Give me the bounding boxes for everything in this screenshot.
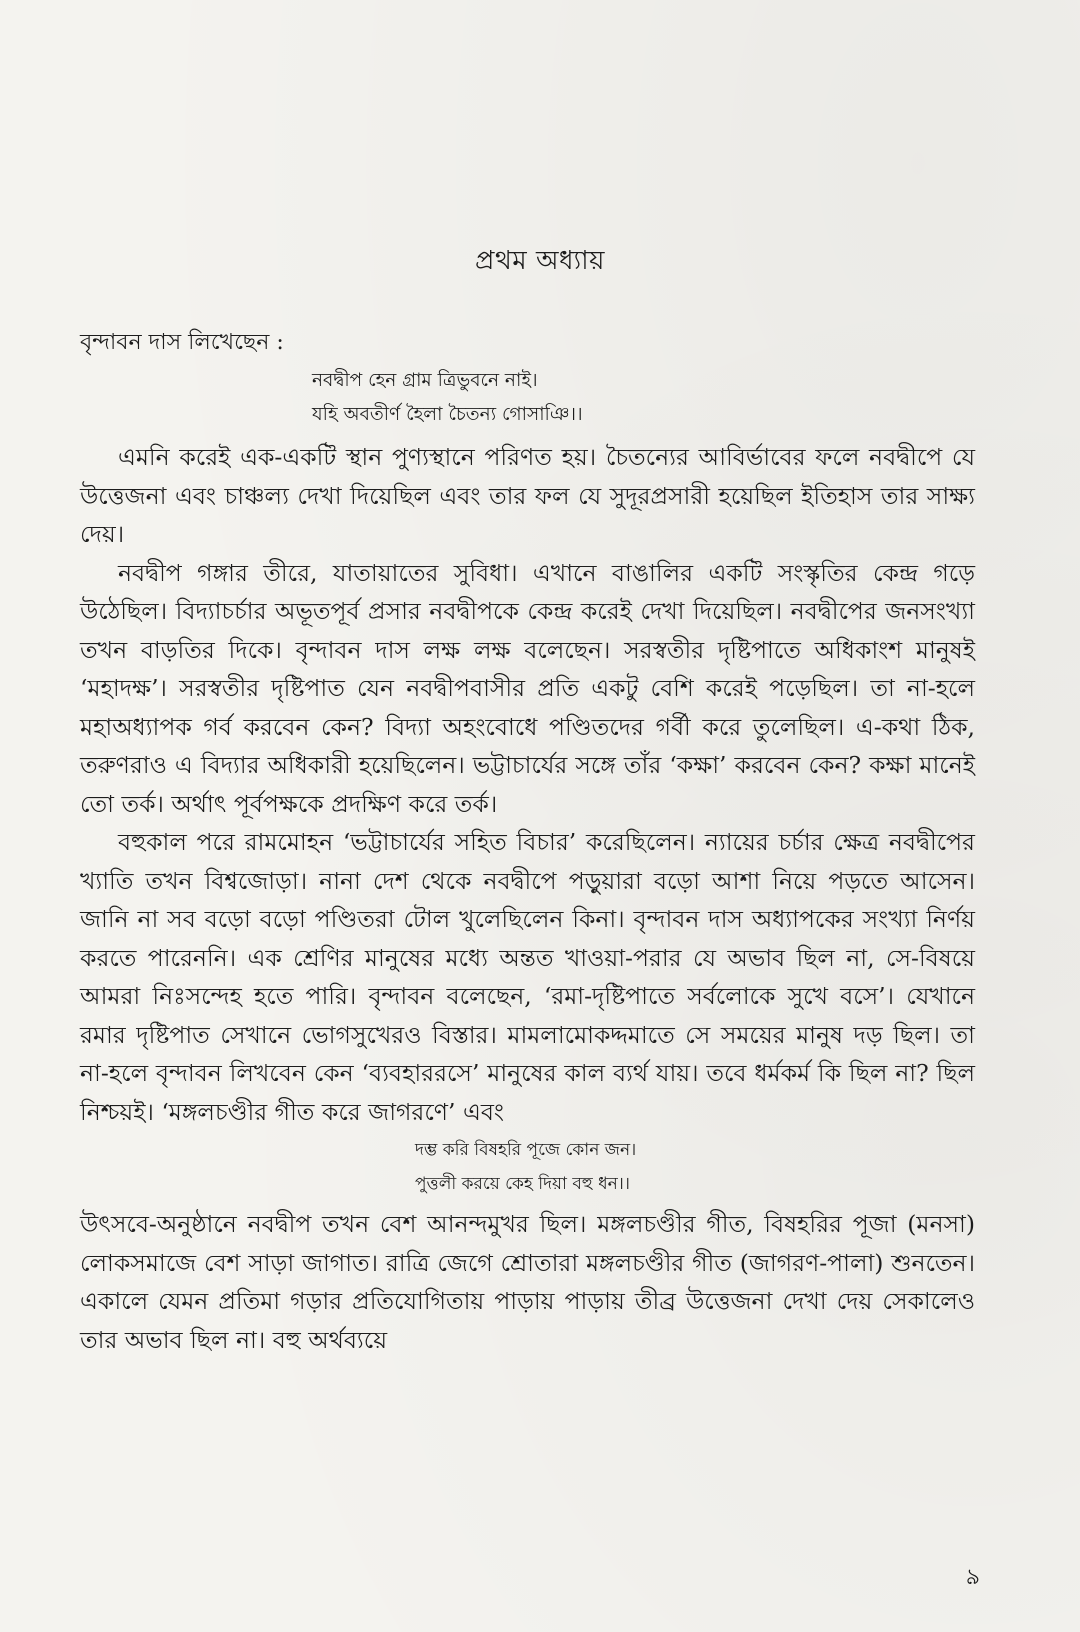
verse-block-2 (80, 1133, 975, 1201)
page-content (80, 326, 975, 1359)
paragraph-3: বহুকাল পরে রামমোহন ‘ভট্টাচার্যের সহিত বিচার’ করেছিলেন। ন্যায়ের চর্চার ক্ষেত্র নবদ্বীপের খ্যাতি তখন বিশ্বজোড়া। নানা দেশ থেকে নবদ্বীপে পড়ুয়ারা বড়ো আশা নিয়ে পড়তে আসেন। জানি না সব বড়ো বড়ো পণ্ডিতরা টোল খুলেছিলেন কিনা। বৃন্দাবন দাস অধ্যাপকের সংখ্যা নির্ণয় করতে পারেননি। এক শ্রেণির মানুষের মধ্যে অন্তত খাওয়া-পরার যে অভাব ছিল না, সে-বিষয়ে আমরা নিঃসন্দেহ হতে পারি। বৃন্দাবন বলেছেন, ‘রমা-দৃষ্টিপাতে সর্বলোকে সুখে বসে’। যেখানে রমার দৃষ্টিপাত সেখানে ভোগসুখেরও বিস্তার। মামলামোকদ্দমাতে সে সময়ের মানুষ দড় ছিল। তা না-হলে বৃন্দাবন লিখবেন কেন ‘ব্যবহাররসে’ মানুষের কাল ব্যর্থ যায়। তবে ধর্মকর্ম কি ছিল না? ছিল নিশ্চয়ই। ‘মঙ্গলচণ্ডীর গীত করে জাগরণে’ এবং (80, 828, 975, 1126)
intro-line: বৃন্দাবন দাস লিখেছেন : (80, 330, 284, 355)
paragraph-1: এমনি করেই এক-একটি স্থান পুণ্যস্থানে পরিণত হয়। চৈতন্যের আবির্ভাবের ফলে নবদ্বীপে যে উত্তেজনা এবং চাঞ্চল্য দেখা দিয়েছিল এবং তার ফল যে সুদূরপ্রসারী হয়েছিল ইতিহাস তার সাক্ষ্য দেয়। (80, 443, 975, 548)
paragraph-4: উৎসবে-অনুষ্ঠানে নবদ্বীপ তখন বেশ আনন্দমুখর ছিল। মঙ্গলচণ্ডীর গীত, বিষহরির পূজা (মনসা) লোকসমাজে বেশ সাড়া জাগাত। রাত্রি জেগে শ্রোতারা মঙ্গলচণ্ডীর গীত (জাগরণ-পালা) শুনতেন। একালে যেমন প্রতিমা গড়ার প্রতিযোগিতায় পাড়ায় পাড়ায় তীব্র উত্তেজনা দেখা দেয় সেকালেও তার অভাব ছিল না। বহু অর্থব্যয়ে (80, 1210, 975, 1354)
verse-line: দম্ভ করি বিষহরি পূজে কোন জন। (415, 1140, 637, 1160)
verse-line: যহি অবতীর্ণ হৈলা চৈতন্য গোসাঞি।। (312, 404, 583, 425)
chapter-title: প্রথম অধ্যায় (475, 246, 605, 276)
page-number: ৯ (965, 1565, 980, 1590)
verse-block-1 (80, 364, 975, 432)
paragraph-2: নবদ্বীপ গঙ্গার তীরে, যাতায়াতের সুবিধা। এখানে বাঙালির একটি সংস্কৃতির কেন্দ্র গড়ে উঠেছিল। বিদ্যাচর্চার অভূতপূর্ব প্রসার নবদ্বীপকে কেন্দ্র করেই দেখা দিয়েছিল। নবদ্বীপের জনসংখ্যা তখন বাড়তির দিকে। বৃন্দাবন দাস লক্ষ লক্ষ বলেছেন। সরস্বতীর দৃষ্টিপাতে অধিকাংশ মানুষই ‘মহাদক্ষ’। সরস্বতীর দৃষ্টিপাত যেন নবদ্বীপবাসীর প্রতি একটু বেশি করেই পড়েছিল। তা না-হলে মহাঅধ্যাপক গর্ব করবেন কেন? বিদ্যা অহংবোধে পণ্ডিতদের গর্বী করে তুলেছিল। এ-কথা ঠিক, তরুণরাও এ বিদ্যার অধিকারী হয়েছিলেন। ভট্টাচার্যের সঙ্গে তাঁর ‘কক্ষা’ করবেন কেন? কক্ষা মানেই তো তর্ক। অর্থাৎ পূর্বপক্ষকে প্রদক্ষিণ করে তর্ক। (80, 558, 975, 818)
verse-line: পুত্তলী করয়ে কেহ দিয়া বহু ধন।। (415, 1174, 630, 1194)
verse-line: নবদ্বীপ হেন গ্রাম ত্রিভুবনে নাই। (312, 370, 538, 391)
